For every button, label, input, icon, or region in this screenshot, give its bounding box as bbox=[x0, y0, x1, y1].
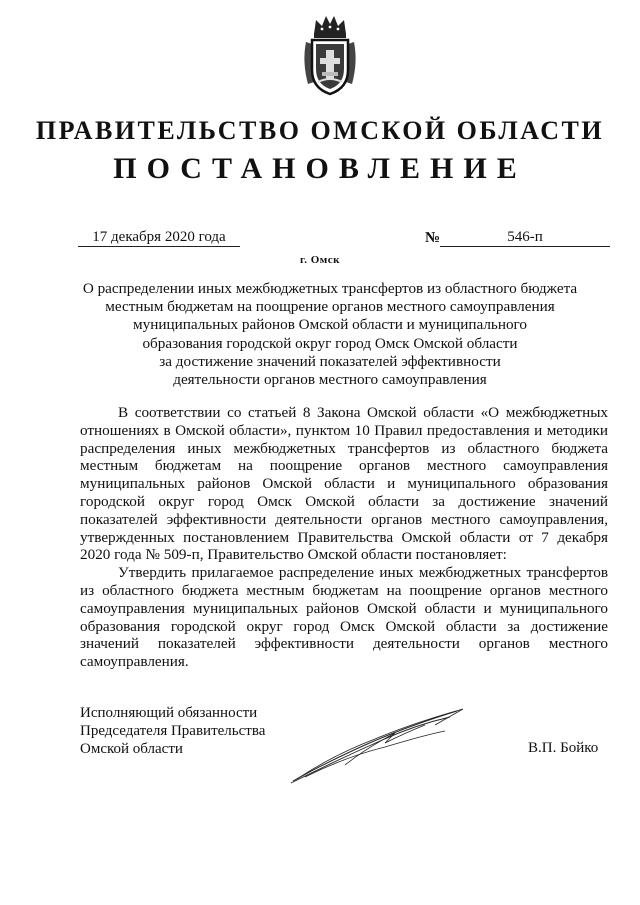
document-body bbox=[80, 404, 608, 671]
subject-line: образования городской округ город Омск Омской области bbox=[142, 334, 518, 352]
signer-name: В.П. Бойко bbox=[528, 740, 599, 756]
handwritten-signature bbox=[285, 703, 465, 788]
document-number: 546-п bbox=[440, 228, 610, 247]
document-subject bbox=[70, 280, 590, 389]
number-label: № bbox=[425, 230, 441, 246]
signer-position bbox=[80, 704, 265, 758]
signer-position-line: Омской области bbox=[80, 741, 183, 757]
government-title: ПРАВИТЕЛЬСТВО ОМСКОЙ ОБЛАСТИ bbox=[35, 116, 605, 145]
body-paragraph: Утвердить прилагаемое распределение иных межбюджетных трансфертов из областного бюджета местным бюджетам на поощрение органов местного самоуправления муниципальных районов Омской области и муниципального образования городской округ город Омск Омской области за достижение значений показателей эффективности деятельности органов местного самоуправления. bbox=[80, 564, 608, 671]
subject-line: деятельности органов местного самоуправления bbox=[173, 371, 487, 389]
body-paragraph: В соответствии со статьей 8 Закона Омской области «О межбюджетных отношениях в Омской области», пунктом 10 Правил предоставления и методики распределения иных межбюджетных трансфертов из областного бюджета местным бюджетам на поощрение органов местного самоуправления муниципальных районов Омской области и муниципального образования городской округ город Омск Омской области за достижение значений показателей эффективности деятельности органов местного самоуправления, утвержденных постановлением Правительства Омской области от 7 декабря 2020 года № 509-п, Правительство Омской области постановляет: bbox=[80, 404, 608, 564]
subject-line: за достижение значений показателей эффективности bbox=[159, 352, 501, 370]
subject-line: местным бюджетам на поощрение органов местного самоуправления bbox=[105, 298, 555, 316]
signer-position-line: Исполняющий обязанности bbox=[80, 705, 258, 721]
signer-position-line: Председателя Правительства bbox=[80, 723, 266, 739]
city-label: г. Омск bbox=[299, 254, 341, 266]
subject-line: О распределении иных межбюджетных трансфертов из областного бюджета bbox=[82, 280, 578, 297]
document-type-heading: ПОСТАНОВЛЕНИЕ bbox=[113, 152, 527, 185]
omsk-coat-of-arms-icon bbox=[300, 12, 360, 98]
subject-line: муниципальных районов Омской области и муниципального bbox=[132, 316, 527, 334]
document-date: 17 декабря 2020 года bbox=[78, 228, 240, 247]
